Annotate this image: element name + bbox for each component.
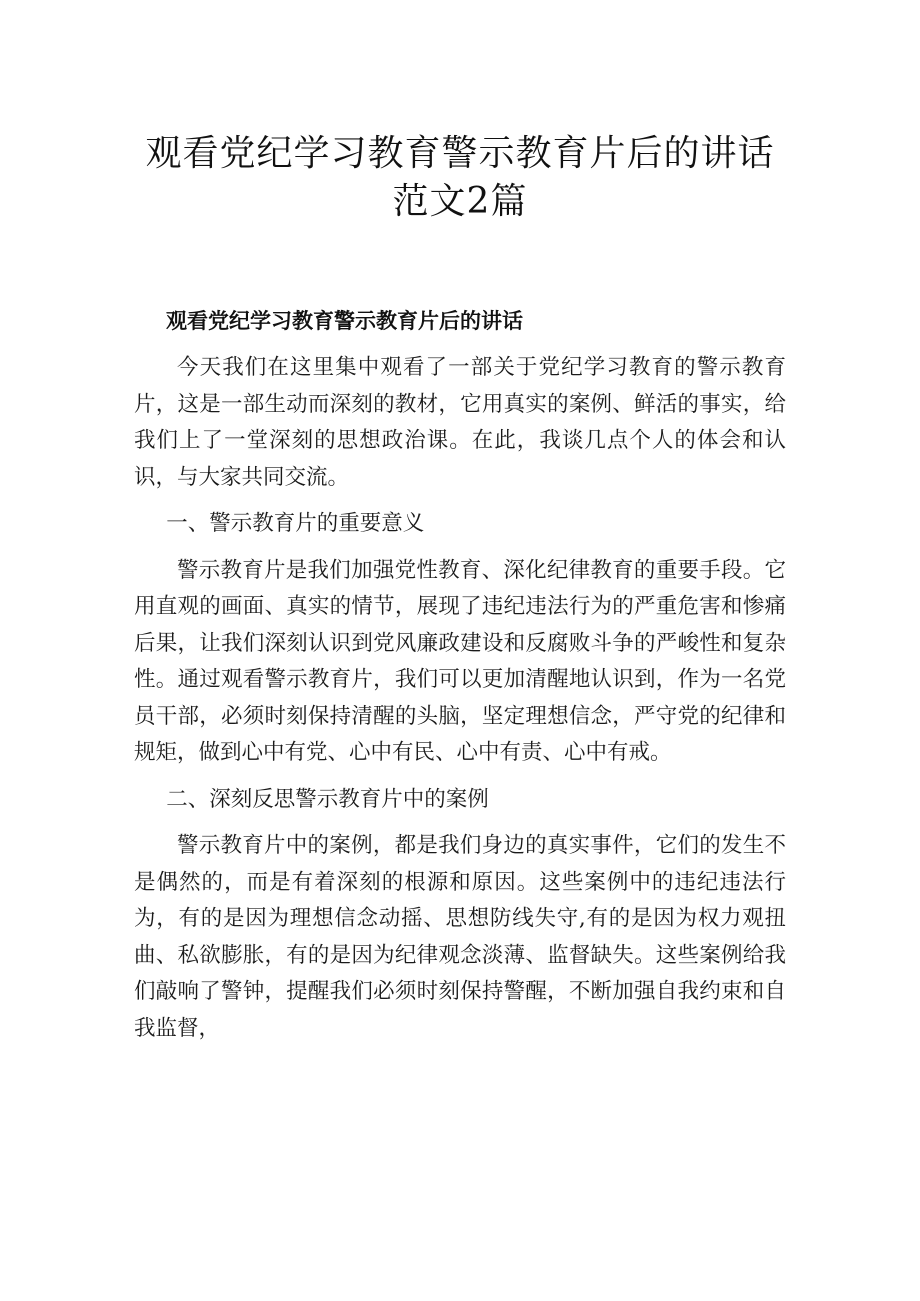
paragraph-reflection: 警示教育片中的案例，都是我们身边的真实事件，它们的发生不是偶然的，而是有着深刻的根源和原因。这些案例中的违纪违法行为，有的是因为理想信念动摇、思想防线失守,有的是因为权力观扭曲、私欲膨胀，有的是因为纪律观念淡薄、监督缺失。这些案例给我们敲响了警钟，提醒我们必须时刻保持警醒，不断加强自我约束和自我监督， — [134, 833, 786, 1041]
section-heading: 观看党纪学习教育警示教育片后的讲话 — [166, 309, 523, 333]
paragraph-significance: 警示教育片是我们加强党性教育、深化纪律教育的重要手段。它用直观的画面、真实的情节，展现了违纪违法行为的严重危害和惨痛后果，让我们深刻认识到党风廉政建设和反腐败斗争的严峻性和复杂性。通过观看警示教育片，我们可以更加清醒地认识到，作为一名党员干部，必须时刻保持清醒的头脑，坚定理想信念，严守党的纪律和规矩，做到心中有党、心中有民、心中有责、心中有戒。 — [134, 557, 786, 765]
subheading-reflection: 二、深刻反思警示教育片中的案例 — [166, 786, 489, 812]
paragraph-intro: 今天我们在这里集中观看了一部关于党纪学习教育的警示教育片，这是一部生动而深刻的教材，它用真实的案例、鲜活的事实，给我们上了一堂深刻的思想政治课。在此，我谈几点个人的体会和认识，与大家共同交流。 — [134, 355, 786, 490]
subheading-significance: 一、警示教育片的重要意义 — [166, 511, 425, 536]
document-body — [134, 350, 786, 1057]
document-title: 观看党纪学习教育警示教育片后的讲话范文2篇 — [145, 133, 775, 222]
